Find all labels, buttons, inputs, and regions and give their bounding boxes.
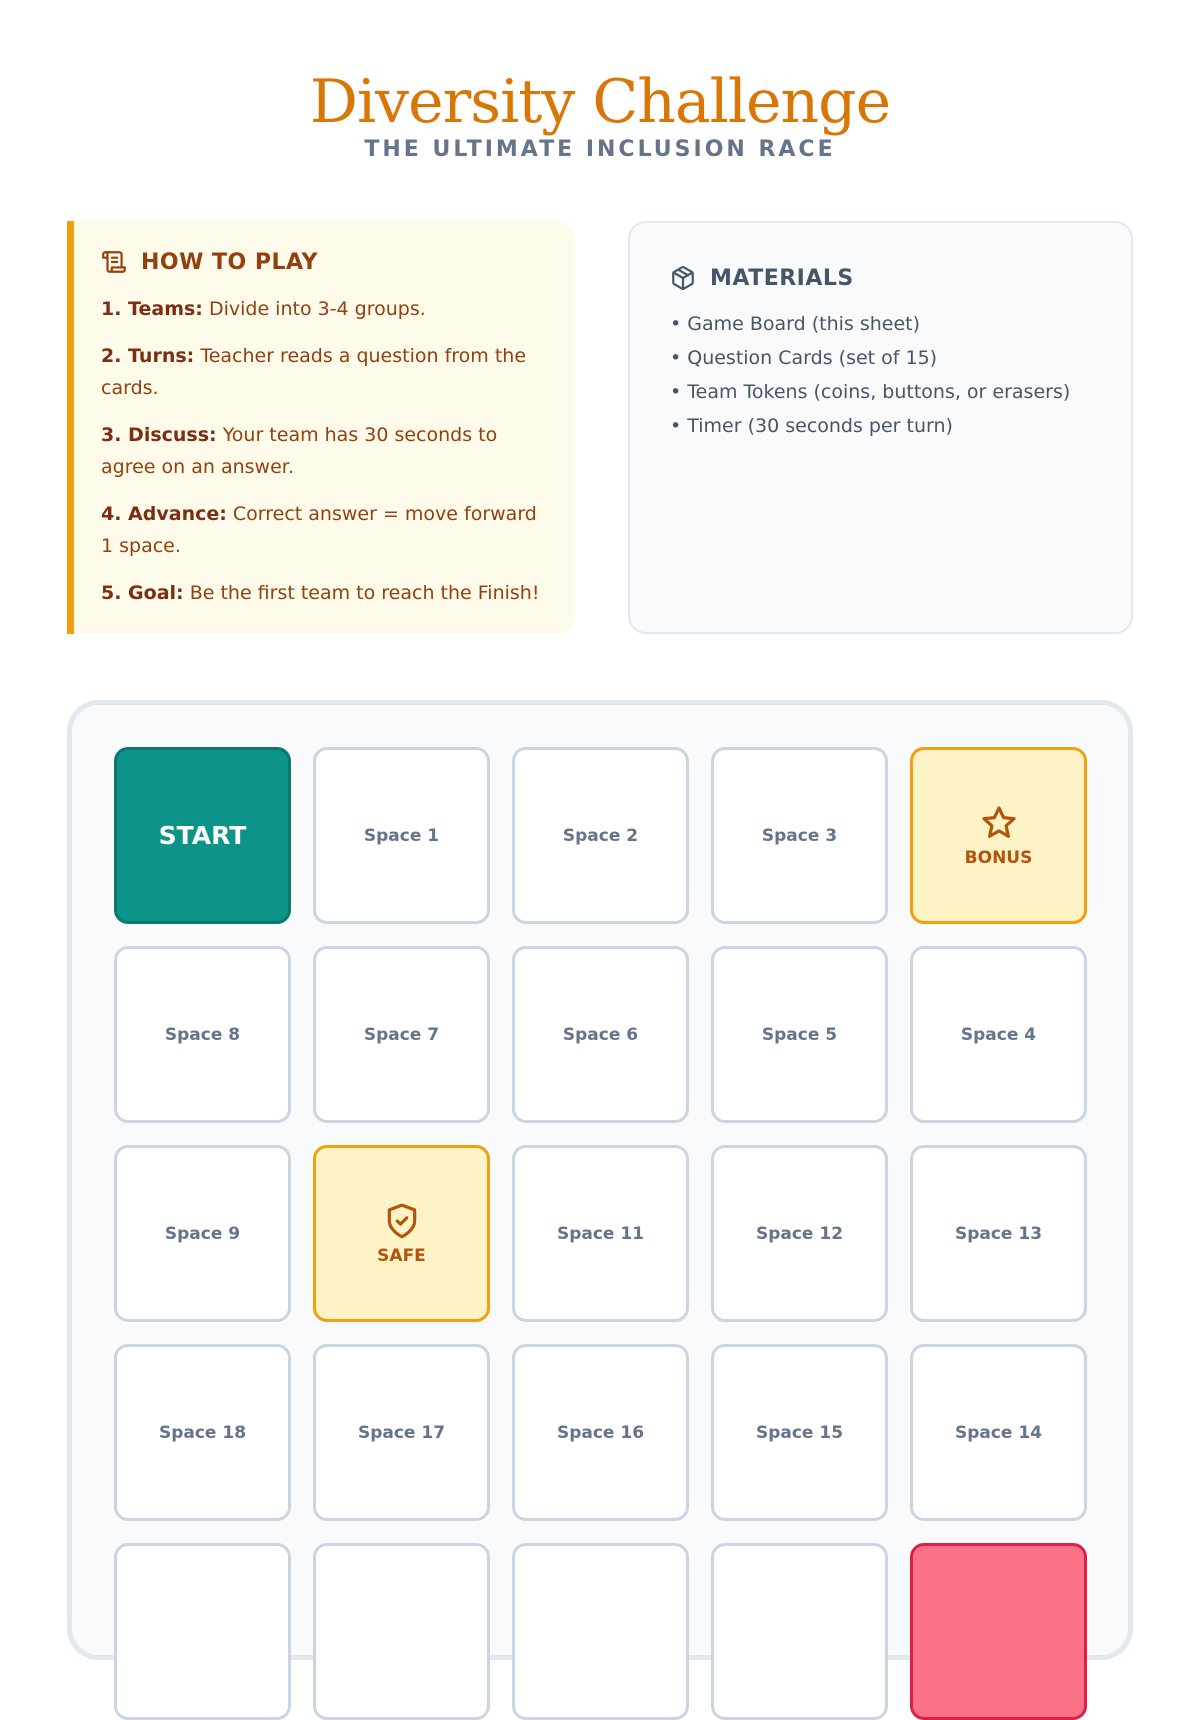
space-label: Space 1 — [363, 825, 440, 846]
page-title: Diversity Challenge — [309, 67, 891, 137]
page-subtitle: THE ULTIMATE INCLUSION RACE — [364, 137, 836, 162]
star-icon — [980, 804, 1018, 842]
board-space[interactable] — [313, 1543, 490, 1720]
material-item: • Question Cards (set of 15) — [670, 347, 938, 369]
step-text: Be the first team to reach the Finish! — [189, 582, 540, 604]
space-label: Space 4 — [960, 1024, 1037, 1045]
space-label: START — [158, 821, 247, 850]
board-space[interactable] — [910, 1344, 1087, 1521]
board-space-safe[interactable] — [313, 1145, 490, 1322]
shield-check-icon — [383, 1202, 421, 1240]
space-label: Space 3 — [761, 825, 838, 846]
step-label: 4. Advance: — [101, 503, 227, 525]
step-label: 5. Goal: — [101, 582, 184, 604]
step-item — [101, 577, 549, 609]
board-space[interactable] — [114, 1344, 291, 1521]
step-item — [101, 419, 549, 483]
step-text: Divide into 3-4 groups. — [208, 298, 426, 320]
scroll-icon — [101, 249, 127, 275]
space-label: Space 16 — [556, 1422, 645, 1443]
space-label: Space 13 — [954, 1223, 1043, 1244]
board-space[interactable] — [512, 1543, 689, 1720]
board-space[interactable] — [313, 946, 490, 1123]
space-label: Space 12 — [755, 1223, 844, 1244]
material-item: • Game Board (this sheet) — [670, 313, 921, 335]
board-space[interactable] — [711, 747, 888, 924]
board-space-finish[interactable] — [910, 1543, 1087, 1720]
space-label: BONUS — [964, 847, 1033, 868]
step-label: 3. Discuss: — [101, 424, 217, 446]
space-label: Space 2 — [562, 825, 639, 846]
space-label: Space 15 — [755, 1422, 844, 1443]
board-space[interactable] — [512, 1344, 689, 1521]
material-item: • Team Tokens (coins, buttons, or erasers) — [670, 381, 1071, 403]
step-text: Your team has 30 seconds to agree on an answer. — [101, 424, 498, 478]
board-space[interactable] — [313, 747, 490, 924]
space-label: SAFE — [377, 1245, 426, 1266]
board-space[interactable] — [711, 946, 888, 1123]
board-space[interactable] — [910, 1145, 1087, 1322]
board-space[interactable] — [512, 1145, 689, 1322]
space-label: Space 9 — [164, 1223, 241, 1244]
space-label: Space 18 — [158, 1422, 247, 1443]
board-space[interactable] — [512, 946, 689, 1123]
step-item — [101, 498, 549, 562]
board-space[interactable] — [512, 747, 689, 924]
space-label: Space 7 — [363, 1024, 440, 1045]
board-space-start[interactable] — [114, 747, 291, 924]
space-label: Space 8 — [164, 1024, 241, 1045]
board-space[interactable] — [711, 1145, 888, 1322]
how-to-play-heading: HOW TO PLAY — [141, 249, 318, 275]
space-label: Space 6 — [562, 1024, 639, 1045]
how-to-play-header — [101, 249, 549, 275]
board-space[interactable] — [711, 1344, 888, 1521]
board-space[interactable] — [313, 1344, 490, 1521]
step-item — [101, 293, 549, 325]
how-to-play-panel — [67, 221, 575, 634]
space-label: Space 14 — [954, 1422, 1043, 1443]
space-label: Space 11 — [556, 1223, 645, 1244]
materials-heading: MATERIALS — [710, 265, 854, 291]
space-label: Space 5 — [761, 1024, 838, 1045]
board-space[interactable] — [711, 1543, 888, 1720]
material-item: • Timer (30 seconds per turn) — [670, 415, 953, 437]
materials-panel — [628, 221, 1133, 634]
board-space-bonus[interactable] — [910, 747, 1087, 924]
step-label: 2. Turns: — [101, 345, 195, 367]
materials-header — [670, 265, 1091, 291]
board-space[interactable] — [910, 946, 1087, 1123]
board-space[interactable] — [114, 946, 291, 1123]
step-label: 1. Teams: — [101, 298, 203, 320]
step-text: Correct answer = move forward 1 space. — [101, 503, 537, 557]
board-space[interactable] — [114, 1543, 291, 1720]
game-board — [67, 700, 1133, 1660]
space-label: Space 17 — [357, 1422, 446, 1443]
box-icon — [670, 265, 696, 291]
step-text: Teacher reads a question from the cards. — [101, 345, 527, 399]
step-item — [101, 340, 549, 404]
board-space[interactable] — [114, 1145, 291, 1322]
